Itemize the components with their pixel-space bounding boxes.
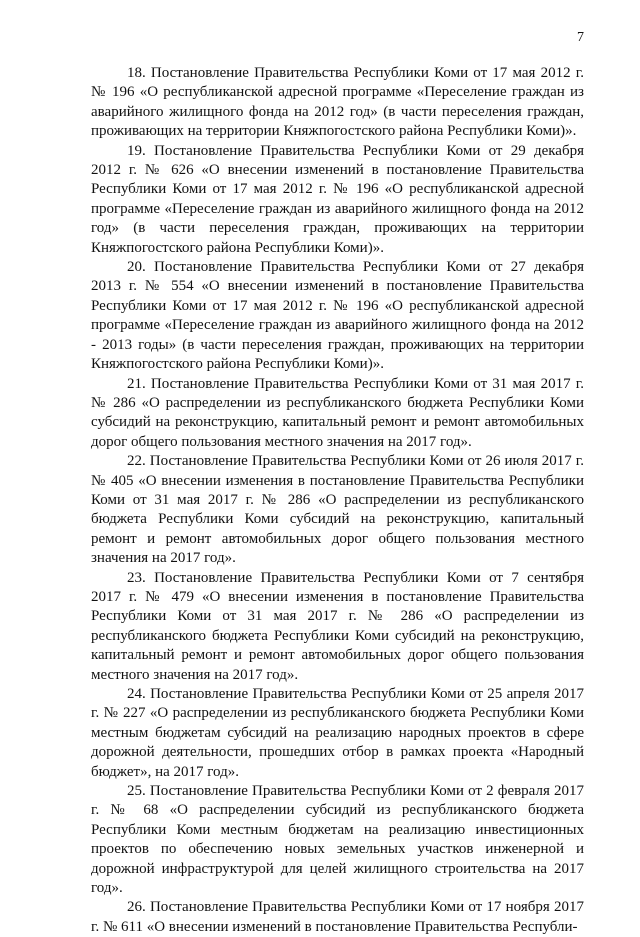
- page-number: 7: [577, 30, 584, 45]
- list-item: 18. Постановление Правительства Республики Коми от 17 мая 2012 г. № 196 «О республиканской адресной программе «Переселение граждан из аварийного жилищного фонда на 2012 год» (в части переселения граждан, проживающих на территории Княжпогостского района Республики Коми)».: [91, 65, 584, 140]
- list-item: 24. Постановление Правительства Республики Коми от 25 апреля 2017 г. № 227 «О распределении из республиканского бюджета Республики Коми местным бюджетам субсидий на реализацию народных проектов в сфере дорожной деятельности, прошедших отбор в рамках проекта «Народный бюджет», на 2017 год».: [91, 686, 584, 780]
- list-item: 26. Постановление Правительства Республики Коми от 17 ноября 2017 г. № 611 «О внесении изменений в постановление Правительства Республи-: [91, 899, 584, 935]
- list-item: 20. Постановление Правительства Республики Коми от 27 декабря 2013 г. № 554 «О внесении изменений в постановление Правительства Республики Коми от 17 мая 2012 г. № 196 «О республиканской адресной программе «Переселение граждан из аварийного жилищного фонда на 2012 - 2013 годы» (в части переселения граждан, проживающих на территории Княжпогостского района Республики Коми)».: [91, 259, 584, 373]
- list-item: 22. Постановление Правительства Республики Коми от 26 июля 2017 г. № 405 «О внесении изменения в постановление Правительства Республики Коми от 31 мая 2017 г. № 286 «О распределении из республиканского бюджета Республики Коми субсидий на реконструкцию, капитальный ремонт и ремонт автомобильных дорог общего пользования местного значения на 2017 год».: [91, 453, 584, 567]
- list-item: 23. Постановление Правительства Республики Коми от 7 сентября 2017 г. № 479 «О внесении изменения в постановление Правительства Республики Коми от 31 мая 2017 г. № 286 «О распределении из республиканского бюджета Республики Коми субсидий на реконструкцию, капитальный ремонт и ремонт автомобильных дорог общего пользования местного значения на 2017 год».: [91, 569, 584, 683]
- list-item: 19. Постановление Правительства Республики Коми от 29 декабря 2012 г. № 626 «О внесении изменений в постановление Правительства Республики Коми от 17 мая 2012 г. № 196 «О республиканской адресной программе «Переселение граждан из аварийного жилищного фонда на 2012 год» (в части переселения граждан, проживающих на территории Княжпогостского района Республики Коми)».: [91, 142, 584, 256]
- document-body: [91, 64, 584, 937]
- list-item: 21. Постановление Правительства Республики Коми от 31 мая 2017 г. № 286 «О распределении из республиканского бюджета Республики Коми субсидий на реконструкцию, капитальный ремонт и ремонт автомобильных дорог общего пользования местного значения на 2017 год».: [91, 375, 584, 450]
- list-item: 25. Постановление Правительства Республики Коми от 2 февраля 2017 г. № 68 «О распределении субсидий из республиканского бюджета Республики Коми местным бюджетам на реализацию инвестиционных проектов по обеспечению новых земельных участков инженерной и дорожной инфраструктурой для целей жилищного строительства на 2017 год».: [91, 783, 584, 897]
